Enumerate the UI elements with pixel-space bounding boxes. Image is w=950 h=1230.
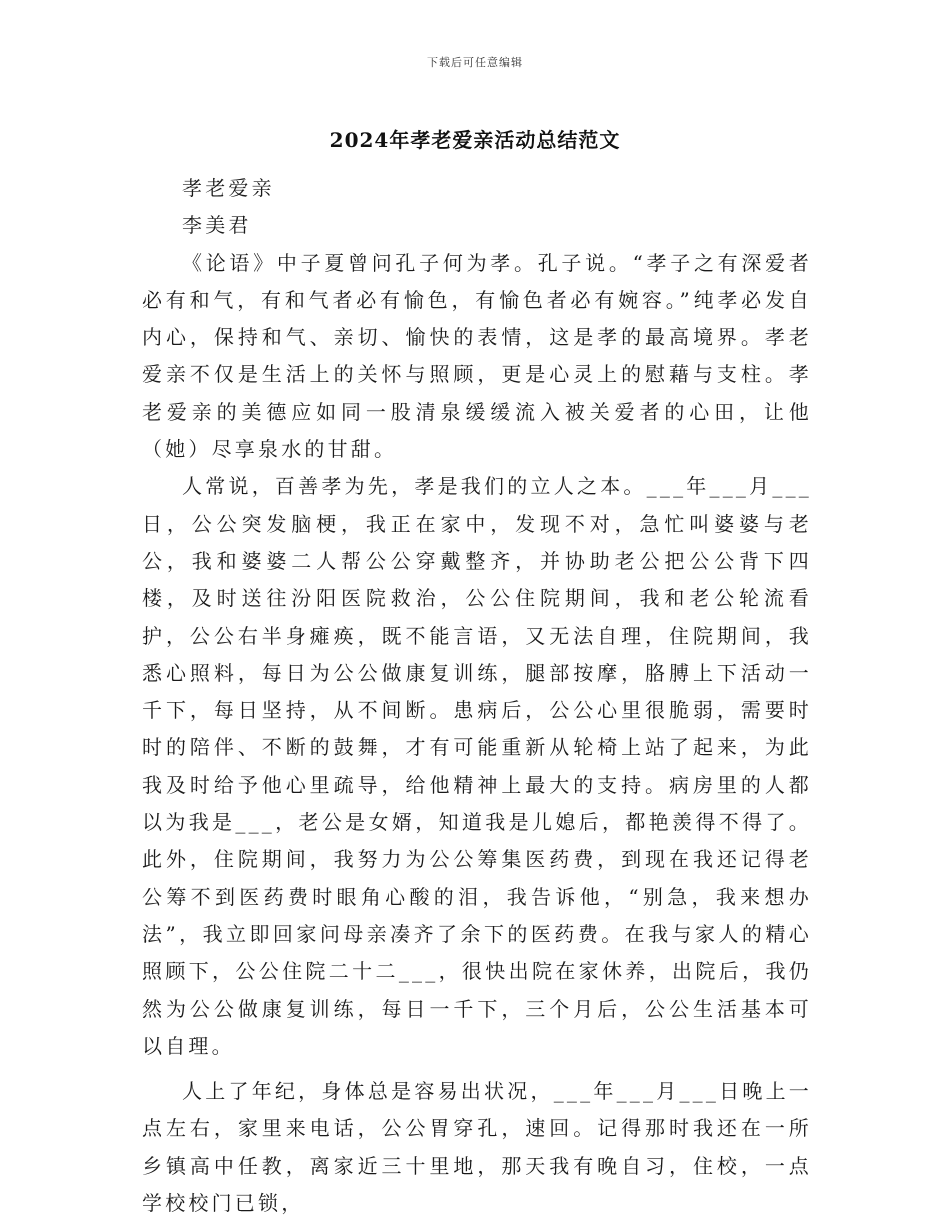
header-note: 下载后可任意编辑 xyxy=(427,56,523,69)
subtitle-line: 孝老爱亲 xyxy=(182,176,275,200)
document-body xyxy=(142,170,812,1222)
paragraph: 人上了年纪，身体总是容易出状况，___年___月___日晚上一点左右，家里来电话，公公胃穿孔，速回。记得那时我还在一所乡镇高中任教，离家近三十里地，那天我有晚自习，住校，一点学校校门已锁， xyxy=(142,1079,812,1216)
author-line: 李美君 xyxy=(182,213,252,238)
paragraph: 《论语》中子夏曾问孔子何为孝。孔子说。“孝子之有深爱者必有和气，有和气者必有愉色，有愉色者必有婉容。”纯孝必发自内心，保持和气、亲切、愉快的表情，这是孝的最高境界。孝老爱亲不仅是生活上的关怀与照顾，更是心灵上的慰藉与支柱。孝老爱亲的美德应如同一股清泉缓缓流入被关爱者的心田，让他（她）尽享泉水的甘甜。 xyxy=(142,250,812,462)
document-title: 2024年孝老爱亲活动总结范文 xyxy=(329,128,621,152)
paragraph: 人常说，百善孝为先，孝是我们的立人之本。___年___月___日，公公突发脑梗，我正在家中，发现不对，急忙叫婆婆与老公，我和婆婆二人帮公公穿戴整齐，并协助老公把公公背下四楼，及时送往汾阳医院救治，公公住院期间，我和老公轮流看护，公公右半身瘫痪，既不能言语，又无法自理，住院期间，我悉心照料，每日为公公做康复训练，腿部按摩，胳膊上下活动一千下，每日坚持，从不间断。患病后，公公心里很脆弱，需要时时的陪伴、不断的鼓舞，才有可能重新从轮椅上站了起来，为此我及时给予他心里疏导，给他精神上最大的支持。病房里的人都以为我是___，老公是女婿，知道我是儿媳后，都艳羡得不得了。此外，住院期间，我努力为公公筹集医药费，到现在我还记得老公筹不到医药费时眼角心酸的泪，我告诉他，“别急，我来想办法”，我立即回家问母亲凑齐了余下的医药费。在我与家人的精心照顾下，公公住院二十二___，很快出院在家休养，出院后，我仍然为公公做康复训练，每日一千下，三个月后，公公生活基本可以自理。 xyxy=(142,474,812,1058)
